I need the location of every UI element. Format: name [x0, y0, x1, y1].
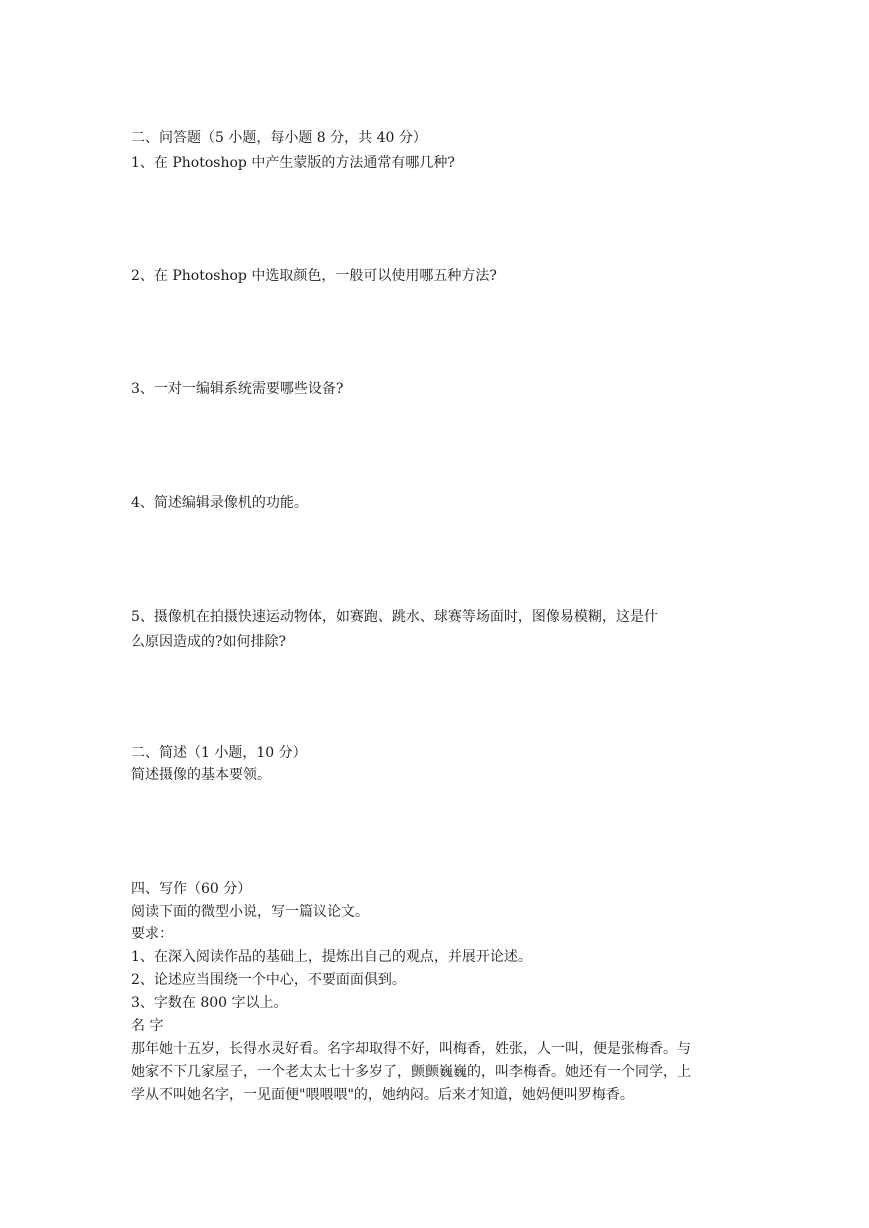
question-5-line-2: 么原因造成的?如何排除?: [131, 634, 287, 650]
question-3: 3、一对一编辑系统需要哪些设备?: [131, 381, 344, 397]
story-line-3: 学从不叫她名字，一见面便"喂喂喂"的，她纳闷。后来才知道，她妈便叫罗梅香。: [131, 1087, 634, 1103]
story-line-2: 她家不下几家屋子，一个老太太七十多岁了，颤颤巍巍的，叫李梅香。她还有一个同学，上: [131, 1064, 691, 1080]
question-5-line-1: 5、摄像机在拍摄快速运动物体，如赛跑、跳水、球赛等场面时，图像易模糊，这是什: [131, 609, 658, 625]
question-4: 4、简述编辑录像机的功能。: [131, 495, 308, 511]
section-heading-qa: 二、问答题（5 小题，每小题 8 分，共 40 分）: [131, 130, 427, 146]
question-2: 2、在 Photoshop 中选取颜色，一般可以使用哪五种方法?: [131, 268, 497, 284]
question-1: 1、在 Photoshop 中产生蒙版的方法通常有哪几种?: [131, 155, 455, 171]
requirement-2: 2、论述应当围绕一个中心，不要面面俱到。: [131, 972, 406, 988]
writing-instruction: 阅读下面的微型小说，写一篇议论文。: [131, 904, 369, 920]
story-title: 名 字: [131, 1018, 164, 1034]
requirement-1: 1、在深入阅读作品的基础上，提炼出自己的观点，并展开论述。: [131, 949, 532, 965]
requirement-3: 3、字数在 800 字以上。: [131, 995, 288, 1011]
brief-question: 简述摄像的基本要领。: [131, 767, 271, 783]
story-line-1: 那年她十五岁，长得水灵好看。名字却取得不好，叫梅香，姓张，人一叫，便是张梅香。与: [131, 1041, 691, 1057]
section-heading-brief: 二、简述（1 小题，10 分）: [131, 745, 307, 761]
requirements-label: 要求：: [131, 926, 173, 942]
section-heading-writing: 四、写作（60 分）: [131, 881, 252, 897]
